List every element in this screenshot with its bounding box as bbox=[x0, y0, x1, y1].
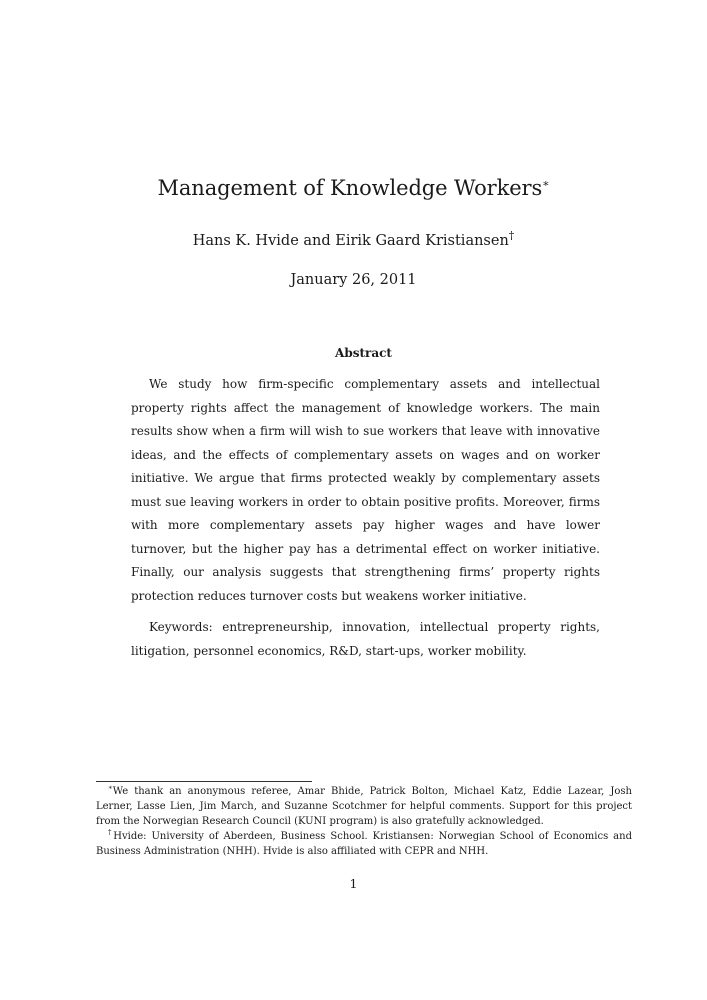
footnotes bbox=[96, 784, 632, 859]
authors-footnote-mark: † bbox=[508, 229, 515, 243]
paper-title-text: Management of Knowledge Workers bbox=[157, 176, 543, 200]
title-footnote-mark: ∗ bbox=[542, 177, 550, 190]
paper-authors bbox=[0, 231, 707, 251]
footnote-1-mark: ∗ bbox=[108, 783, 113, 792]
abstract-heading: Abstract bbox=[335, 346, 392, 360]
page-number: 1 bbox=[349, 876, 358, 891]
footnote-2 bbox=[96, 829, 632, 859]
authors-text: Hans K. Hvide and Eirik Gaard Kristiansen bbox=[192, 233, 509, 249]
footnote-1 bbox=[96, 784, 632, 829]
footnote-1-text: We thank an anonymous referee, Amar Bhide, Patrick Bolton, Michael Katz, Eddie Lazear, Josh Lerner, Lasse Lien, Jim March, and Suzanne Scotchmer for helpful comments. Support for this project from the Norwegian Research Council (KUNI program) is also gratefully acknowledged. bbox=[96, 786, 632, 827]
paper-date: January 26, 2011 bbox=[290, 272, 417, 288]
paper-title bbox=[0, 174, 707, 202]
footnote-2-text: Hvide: University of Aberdeen, Business School. Kristiansen: Norwegian School of Economics and Business Administration (NHH). Hvide is also affiliated with CEPR and NHH. bbox=[96, 831, 632, 857]
keywords: Keywords: entrepreneurship, innovation, intellectual property rights, litigation, personnel economics, R&D, start-ups, worker mobility. bbox=[131, 620, 600, 658]
abstract-section bbox=[131, 373, 600, 663]
footnote-2-mark: † bbox=[108, 828, 114, 837]
abstract-text: We study how firm-specific complementary assets and intellectual property rights affect the management of knowledge workers. The main results show when a firm will wish to sue workers that leave with innovative ideas, and the effects of complementary assets on wages and on worker initiative. We argue that firms protected weakly by complementary assets must sue leaving workers in order to obtain positive profits. Moreover, firms with more complementary assets pay higher wages and have lower turnover, but the higher pay has a detrimental effect on worker initiative. Finally, our analysis suggests that strengthening firms’ property rights protection reduces turnover costs but weakens worker initiative. bbox=[131, 377, 600, 603]
footnote-divider bbox=[96, 781, 312, 782]
